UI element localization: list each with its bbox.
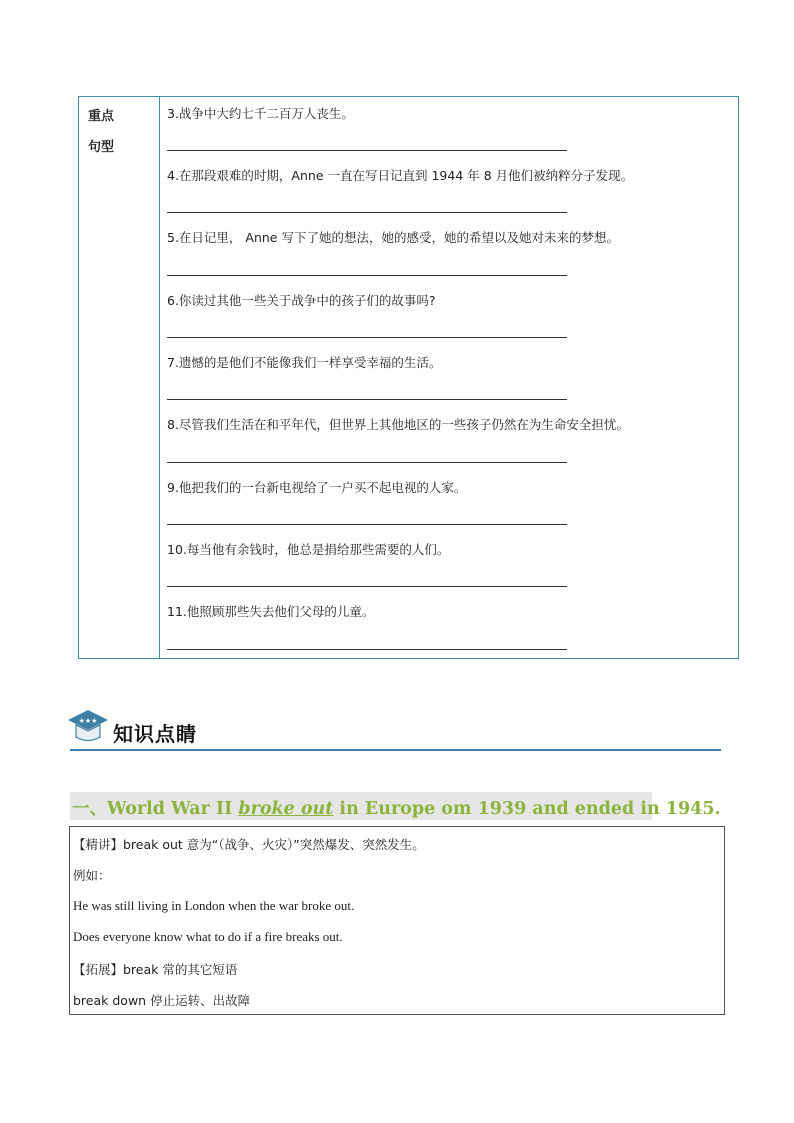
sentence-item <box>167 416 727 434</box>
sentence-text: 10.每当他有余钱时，他总是捐给那些需要的人们。 <box>167 542 450 557</box>
sentence-text: 3.战争中大约七千二百万人丧生。 <box>167 106 354 121</box>
sentence-item <box>167 541 727 559</box>
sentence-text: 11.他照顾那些失去他们父母的儿童。 <box>167 604 375 619</box>
sentence-item <box>167 479 727 497</box>
sentence-text: 6.你读过其他一些关于战争中的孩子们的故事吗? <box>167 293 436 308</box>
table-label-cell <box>79 97 160 658</box>
point-heading-text <box>72 795 721 820</box>
label-line-1: 重点 <box>88 109 115 124</box>
svg-text:★★★: ★★★ <box>78 717 98 725</box>
sentence-item <box>167 105 727 123</box>
answer-line[interactable] <box>167 275 567 276</box>
key-sentences-table <box>78 96 739 659</box>
answer-line[interactable] <box>167 524 567 525</box>
graduation-cap-icon <box>66 708 110 744</box>
sentence-text: 5.在日记里， Anne 写下了她的想法，她的感受，她的希望以及她对未来的梦想。 <box>167 230 619 245</box>
section-heading <box>66 708 721 752</box>
sentence-text: 4.在那段艰难的时期，Anne 一直在写日记直到 1944 年 8 月他们被纳粹分子发现。 <box>167 168 634 183</box>
label-line-2: 句型 <box>88 140 115 155</box>
point-heading <box>70 792 721 820</box>
example-label: 例如： <box>73 868 111 883</box>
answer-line[interactable] <box>167 150 567 151</box>
sentence-item <box>167 603 727 621</box>
example-sentence-1: He was still living in London when the war broke out. <box>73 898 355 913</box>
answer-line[interactable] <box>167 399 567 400</box>
sentence-item <box>167 354 727 372</box>
answer-line[interactable] <box>167 649 567 650</box>
point-keyword: broke out <box>238 799 334 819</box>
sentence-text: 8.尽管我们生活在和平年代，但世界上其他地区的一些孩子仍然在为生命安全担忧。 <box>167 417 629 432</box>
sentence-item <box>167 229 727 247</box>
section-divider <box>70 749 721 751</box>
sentence-item <box>167 292 727 310</box>
answer-line[interactable] <box>167 586 567 587</box>
point-prefix: 一、World War II <box>72 799 239 819</box>
jingjiang-text: 【精讲】break out 意为“（战争、火灾）”突然爆发、突然发生。 <box>73 837 425 852</box>
sentence-text: 9.他把我们的一台新电视给了一户买不起电视的人家。 <box>167 480 467 495</box>
answer-line[interactable] <box>167 212 567 213</box>
answer-line[interactable] <box>167 462 567 463</box>
sentence-item <box>167 167 727 185</box>
point-suffix: in Europe om 1939 and ended in 1945. <box>333 799 721 819</box>
explanation-box <box>69 826 725 1015</box>
answer-line[interactable] <box>167 337 567 338</box>
tuozhan-text: 【拓展】break 常的其它短语 <box>73 962 238 977</box>
example-sentence-2: Does everyone know what to do if a fire breaks out. <box>73 929 343 944</box>
section-title: 知识点睛 <box>113 722 197 746</box>
phrase-break-down: break down 停止运转、出故障 <box>73 993 251 1008</box>
sentence-text: 7.遗憾的是他们不能像我们一样享受幸福的生活。 <box>167 355 442 370</box>
